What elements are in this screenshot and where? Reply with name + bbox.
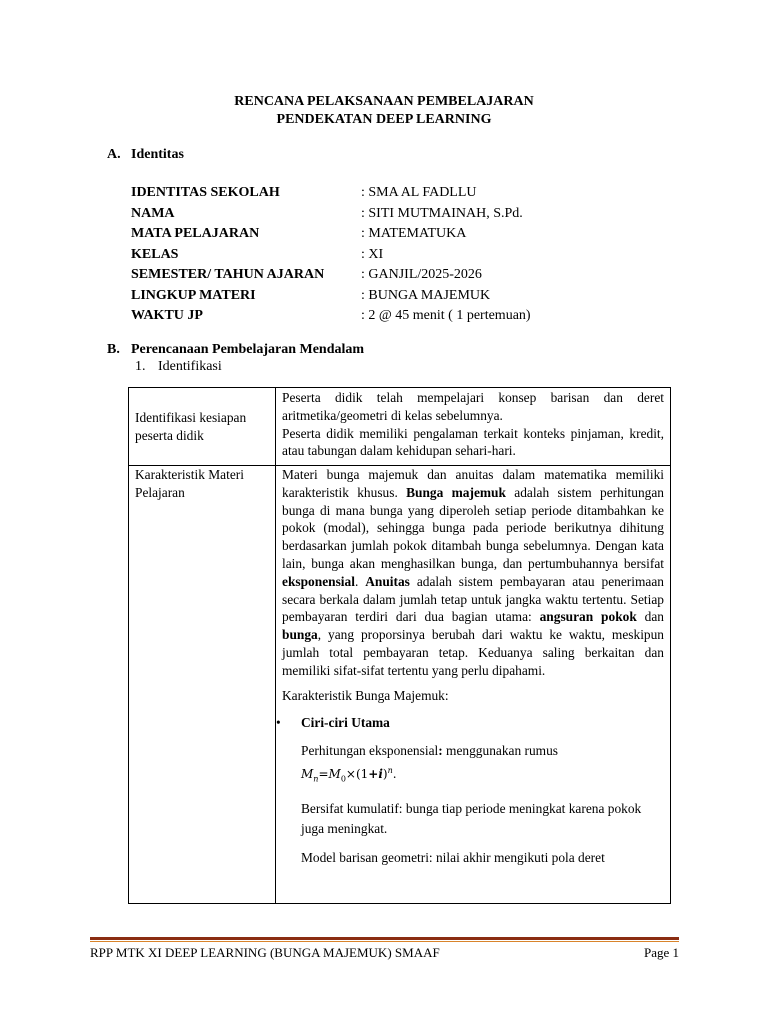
term-bunga-majemuk: Bunga majemuk — [406, 484, 506, 500]
footer-rule-dark — [90, 937, 679, 940]
formula-operator: + — [368, 767, 379, 782]
identity-label: IDENTITAS SEKOLAH — [131, 185, 280, 200]
identity-value: : 2 @ 45 menit ( 1 pertemuan) — [361, 308, 531, 323]
identity-row — [131, 224, 531, 245]
identity-row — [131, 183, 531, 204]
footer-rule-light — [90, 941, 679, 942]
term-anuitas: Anuitas — [365, 573, 410, 589]
term-bunga: bunga — [282, 627, 318, 643]
subsection-number: 1. — [135, 359, 146, 374]
formula-paren: ( — [355, 767, 361, 782]
formula-symbol: i — [378, 767, 383, 782]
section-b-title: Perencanaan Pembelajaran Mendalam — [131, 342, 365, 357]
table-row — [129, 466, 671, 904]
document-title-line2: PENDEKATAN DEEP LEARNING — [276, 112, 492, 127]
readiness-content-cell — [276, 388, 671, 466]
footer-page-number: Page 1 — [643, 945, 679, 960]
identity-row — [131, 204, 531, 225]
document-title-line1: RENCANA PELAKSANAAN PEMBELAJARAN — [234, 94, 534, 109]
identity-row — [131, 245, 531, 266]
identity-label: MATA PELAJARAN — [131, 226, 260, 241]
section-a-title: Identitas — [131, 147, 184, 162]
identity-label: WAKTU JP — [131, 308, 203, 323]
formula-subscript: n — [313, 774, 319, 784]
text-run: Materi bunga majemuk dan anuitas dalam matematika memiliki karakteristik khusus. — [282, 467, 664, 500]
section-a-heading — [107, 147, 184, 163]
term-eksponensial: eksponensial — [282, 573, 355, 589]
subsection-identifikasi — [135, 359, 222, 375]
characteristic-geometric: Model barisan geometri: nilai akhir mengikuti pola deret — [301, 849, 605, 865]
text-run: menggunakan rumus — [442, 743, 558, 759]
material-label-cell: Karakteristik Materi Pelajaran — [129, 466, 276, 904]
footer-document-title: RPP MTK XI DEEP LEARNING (BUNGA MAJEMUK) SMAAF — [90, 945, 440, 960]
identity-value: : SITI MUTMAINAH, S.Pd. — [361, 205, 523, 221]
formula-operator: = — [318, 767, 329, 782]
identity-label: SEMESTER/ TAHUN AJARAN — [131, 267, 325, 282]
subsection-title: Identifikasi — [158, 359, 222, 374]
formula-operator: × — [345, 767, 356, 782]
identity-row — [131, 306, 531, 327]
section-a-letter: A. — [107, 147, 121, 162]
formula-symbol: M — [328, 767, 341, 782]
material-description — [282, 466, 664, 680]
formula-punctuation: . — [392, 767, 397, 782]
text-run: Perhitungan eksponensial — [301, 743, 439, 759]
characteristic-exponential — [282, 741, 664, 789]
identity-row — [131, 265, 531, 286]
identity-list — [131, 183, 531, 327]
formula-paren: ) — [382, 767, 388, 782]
bullet-title: Ciri-ciri Utama — [301, 715, 390, 731]
identification-table — [128, 387, 671, 904]
identity-value: : GANJIL/2025-2026 — [361, 267, 482, 282]
identity-row — [131, 286, 531, 307]
compound-interest-formula — [301, 766, 397, 784]
table-row — [129, 388, 671, 466]
formula-number: 1 — [360, 767, 369, 782]
formula-symbol: M — [301, 767, 314, 782]
identity-value: : BUNGA MAJEMUK — [361, 287, 491, 303]
readiness-paragraph-2: Peserta didik memiliki pengalaman terkait konteks pinjaman, kredit, atau tabungan dalam kehidupan sehari-hari. — [282, 425, 664, 459]
identity-label: KELAS — [131, 246, 179, 262]
formula-subscript: 0 — [340, 774, 346, 784]
text-run: dan — [636, 609, 664, 625]
term-angsuran-pokok: angsuran pokok — [539, 609, 637, 625]
identity-value: : SMA AL FADLLU — [361, 185, 477, 200]
readiness-label-cell: Identifikasi kesiapan peserta didik — [129, 388, 276, 466]
section-b-letter: B. — [107, 342, 120, 357]
text-run: . — [354, 573, 366, 589]
characteristics-heading: Karakteristik Bunga Majemuk: — [282, 687, 449, 703]
identity-value: : MATEMATUKA — [361, 226, 467, 241]
bullet-dot-icon: • — [276, 715, 281, 731]
material-content-cell — [276, 466, 671, 904]
bullet-item — [276, 714, 664, 732]
text-run: , yang proporsinya berubah dari waktu ke waktu, meskipun jumlah total pembayaran tetap. Keduanya saling berkaitan dan memiliki sifat-sifat tertentu yang perlu dipahami. — [282, 627, 664, 678]
section-b-heading — [107, 342, 364, 358]
identity-label: NAMA — [131, 205, 175, 221]
characteristic-cumulative: Bersifat kumulatif: bunga tiap periode meningkat karena pokok juga meningkat. — [301, 800, 642, 836]
identity-label: LINGKUP MATERI — [131, 287, 256, 303]
identity-value: : XI — [361, 246, 384, 262]
text-run: adalah sistem perhitungan bunga di mana bunga yang diperoleh setiap periode ditambahkan ke pokok (modal), sehingga bunga pada periode berikutnya dihitung berdasarkan jumlah pokok ditambah bunga sebelumnya. Dengan kata lain, bunga akan menghasilkan bunga, dan pertumbuhannya bersifat — [282, 484, 664, 571]
text-run: adalah sistem pembayaran atau penerimaan secara berkala dalam jumlah tetap untuk jangka waktu tertentu. Setiap pembayaran terdiri dari dua bagian utama: — [282, 573, 664, 625]
readiness-paragraph-1: Peserta didik telah mempelajari konsep barisan dan deret aritmetika/geometri di kelas sebelumnya. — [282, 390, 664, 423]
formula-exponent: n — [387, 766, 393, 776]
text-run: : — [438, 743, 443, 759]
